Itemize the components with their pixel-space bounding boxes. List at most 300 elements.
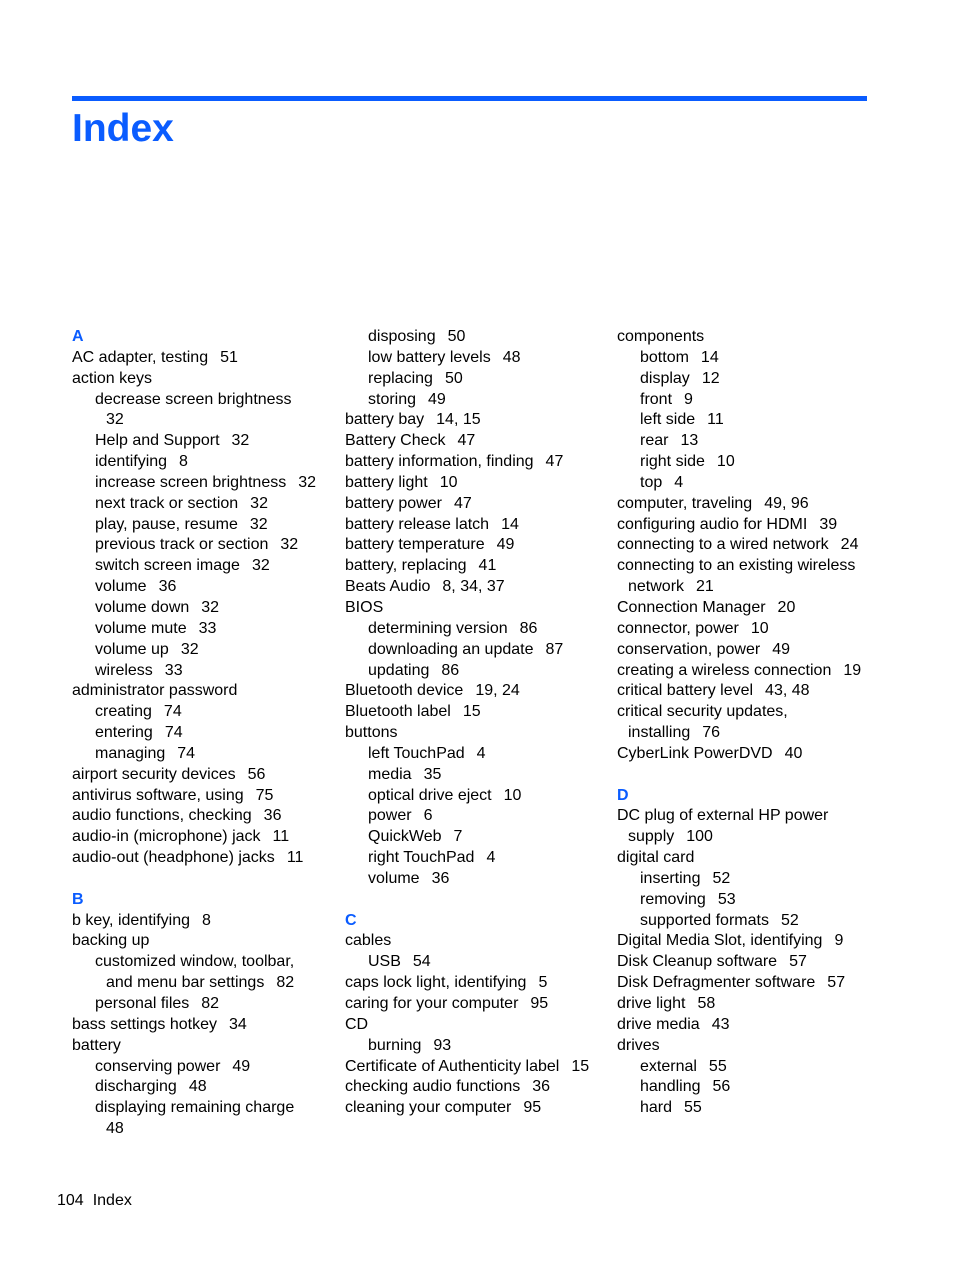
index-subentry	[617, 1057, 897, 1078]
entry-term: volume	[95, 578, 147, 596]
entry-page-refs: 49, 96	[764, 494, 809, 512]
entry-term: battery	[72, 1036, 121, 1054]
index-subentry	[617, 452, 897, 473]
entry-term: displaying remaining charge	[95, 1099, 295, 1117]
index-subentry	[345, 1036, 610, 1057]
entry-page-refs: 57	[789, 953, 807, 971]
index-entry	[72, 348, 337, 369]
index-subentry	[72, 952, 337, 973]
index-letter-heading: D	[617, 786, 629, 804]
index-subentry	[617, 911, 897, 932]
index-subentry	[345, 848, 610, 869]
entry-term: Help and Support	[95, 432, 220, 450]
entry-page-refs: 82	[276, 974, 295, 992]
index-subentry	[72, 702, 337, 723]
index-subentry	[617, 1098, 897, 1119]
index-subentry	[345, 952, 610, 973]
index-entry	[617, 1036, 897, 1057]
index-entry-continuation	[617, 577, 897, 598]
entry-page-refs: 4	[476, 744, 486, 762]
index-entry	[72, 1015, 337, 1036]
entry-page-refs: 86	[441, 661, 460, 679]
index-subentry	[72, 431, 337, 452]
index-entry	[72, 765, 337, 786]
entry-term: Disk Defragmenter software	[617, 974, 816, 992]
index-subentry	[345, 806, 610, 827]
index-subentry	[72, 390, 337, 411]
entry-page-refs: 82	[201, 995, 220, 1012]
entry-term: media	[368, 765, 412, 783]
entry-page-refs: 75	[255, 786, 274, 804]
entry-term: increase screen brightness	[95, 473, 287, 491]
entry-page-refs: 55	[708, 1057, 727, 1075]
entry-term: cables	[345, 932, 392, 950]
entry-page-refs: 10	[439, 473, 458, 491]
index-entry	[72, 681, 337, 702]
entry-term: administrator password	[72, 682, 238, 700]
entry-page-refs: 5	[538, 974, 548, 992]
index-entry	[617, 681, 897, 702]
index-entry	[72, 911, 337, 932]
entry-page-refs: 48	[502, 348, 521, 366]
entry-page-refs: 8, 34, 37	[442, 578, 505, 596]
entry-term: storing	[368, 390, 417, 408]
entry-term: volume	[368, 869, 420, 887]
index-subentry	[72, 1098, 337, 1119]
entry-term: power	[368, 807, 412, 825]
index-entry	[617, 973, 897, 994]
index-subentry	[617, 473, 897, 494]
entry-page-refs: 14	[501, 515, 519, 533]
index-entry	[345, 723, 610, 744]
entry-term: drive light	[617, 995, 686, 1012]
entry-page-refs: 47	[453, 494, 472, 512]
index-subentry	[617, 890, 897, 911]
entry-term: disposing	[368, 328, 436, 345]
index-letter-heading: A	[72, 328, 84, 345]
entry-page-refs: 43, 48	[765, 682, 810, 700]
entry-term: bottom	[640, 348, 689, 366]
index-entry	[617, 661, 897, 682]
entry-term: network	[628, 578, 685, 596]
entry-term: creating a wireless connection	[617, 661, 832, 679]
entry-term: wireless	[95, 661, 153, 679]
index-subentry	[72, 1057, 337, 1078]
index-entry	[617, 931, 897, 952]
entry-term: drives	[617, 1036, 660, 1054]
index-entry-continuation	[72, 410, 337, 431]
entry-page-refs: 11	[707, 411, 724, 429]
entry-term: volume mute	[95, 619, 187, 637]
index-entry	[345, 452, 610, 473]
entry-term: supported formats	[640, 911, 769, 929]
entry-term: cleaning your computer	[345, 1099, 512, 1117]
index-entry	[617, 640, 897, 661]
index-entry	[617, 535, 897, 556]
entry-term: USB	[368, 953, 401, 971]
entry-term: replacing	[368, 369, 433, 387]
index-subentry	[345, 765, 610, 786]
index-entry	[617, 848, 897, 869]
index-entry	[345, 681, 610, 702]
index-subentry	[72, 723, 337, 744]
entry-term: creating	[95, 703, 152, 721]
index-subentry	[617, 348, 897, 369]
entry-page-refs: 54	[412, 953, 431, 971]
entry-page-refs: 49	[428, 390, 446, 408]
entry-page-refs: 33	[164, 661, 183, 679]
entry-page-refs: 34	[228, 1015, 247, 1033]
entry-page-refs: 87	[545, 640, 564, 658]
entry-page-refs: 11	[286, 849, 304, 867]
entry-page-refs: 14, 15	[436, 411, 481, 429]
entry-term: CD	[345, 1015, 369, 1033]
index-entry	[345, 494, 610, 515]
footer-page-number: 104	[57, 1192, 84, 1209]
footer-section-title: Index	[92, 1192, 132, 1209]
entry-term: battery power	[345, 494, 442, 512]
entry-term: play, pause, resume	[95, 515, 238, 533]
entry-term: and menu bar settings	[106, 974, 265, 992]
entry-term: next track or section	[95, 494, 239, 512]
entry-term: DC plug of external HP power	[617, 807, 829, 825]
entry-term: audio-out (headphone) jacks	[72, 849, 275, 867]
entry-term: Connection Manager	[617, 598, 766, 616]
entry-term: QuickWeb	[368, 828, 442, 846]
entry-term: drive media	[617, 1015, 700, 1033]
index-column-3	[617, 327, 897, 1119]
entry-term: managing	[95, 744, 166, 762]
index-entry	[345, 410, 610, 431]
index-subentry	[617, 390, 897, 411]
entry-term: front	[640, 390, 673, 408]
section-spacer	[72, 869, 337, 890]
index-subentry	[72, 535, 337, 556]
entry-page-refs: 74	[177, 744, 196, 762]
entry-term: personal files	[95, 995, 190, 1012]
entry-page-refs: 32	[106, 411, 124, 429]
entry-page-refs: 21	[696, 578, 714, 596]
section-spacer	[345, 890, 610, 911]
entry-term: identifying	[95, 453, 168, 471]
index-subentry	[72, 577, 337, 598]
index-subentry	[345, 348, 610, 369]
index-subentry	[72, 452, 337, 473]
entry-page-refs: 48	[188, 1078, 207, 1096]
entry-term: backing up	[72, 932, 150, 950]
index-subentry	[345, 869, 610, 890]
index-subentry	[72, 661, 337, 682]
entry-page-refs: 12	[701, 369, 720, 387]
entry-term: airport security devices	[72, 765, 236, 783]
entry-page-refs: 58	[697, 995, 716, 1012]
entry-term: installing	[628, 724, 691, 742]
entry-term: battery light	[345, 473, 428, 491]
entry-page-refs: 35	[423, 765, 442, 783]
index-entry	[617, 744, 897, 765]
entry-page-refs: 76	[702, 724, 721, 742]
index-entry	[617, 1015, 897, 1036]
entry-term: conservation, power	[617, 640, 761, 658]
index-entry	[617, 994, 897, 1015]
entry-page-refs: 10	[750, 619, 769, 637]
entry-term: b key, identifying	[72, 911, 190, 929]
entry-page-refs: 53	[717, 890, 736, 908]
entry-term: inserting	[640, 869, 701, 887]
entry-page-refs: 74	[164, 724, 183, 742]
index-entry	[345, 431, 610, 452]
index-entry	[345, 515, 610, 536]
entry-term: Disk Cleanup software	[617, 953, 778, 971]
index-entry	[617, 556, 897, 577]
entry-term: discharging	[95, 1078, 177, 1096]
index-subentry	[345, 369, 610, 390]
entry-page-refs: 43	[711, 1015, 730, 1033]
entry-page-refs: 14	[700, 348, 719, 366]
index-entry	[345, 973, 610, 994]
entry-term: handling	[640, 1078, 701, 1096]
entry-page-refs: 95	[523, 1099, 542, 1117]
entry-page-refs: 4	[674, 473, 684, 491]
entry-page-refs: 15	[462, 703, 481, 721]
entry-term: supply	[628, 828, 675, 846]
index-entry	[617, 952, 897, 973]
entry-term: battery bay	[345, 411, 425, 429]
index-entry	[72, 369, 337, 390]
index-column-2	[345, 327, 610, 1119]
index-subentry	[72, 494, 337, 515]
entry-page-refs: 20	[777, 598, 796, 616]
index-entry-continuation	[72, 973, 337, 994]
index-subentry	[345, 744, 610, 765]
entry-term: buttons	[345, 724, 398, 742]
entry-term: computer, traveling	[617, 494, 753, 512]
entry-term: switch screen image	[95, 557, 240, 575]
entry-term: entering	[95, 724, 153, 742]
entry-term: conserving power	[95, 1057, 221, 1075]
entry-page-refs: 8	[202, 911, 211, 929]
entry-page-refs: 32	[231, 432, 250, 450]
entry-page-refs: 49	[772, 640, 790, 658]
entry-term: Bluetooth device	[345, 682, 464, 700]
entry-term: connecting to an existing wireless	[617, 557, 856, 575]
index-entry	[345, 1077, 610, 1098]
entry-page-refs: 41	[478, 557, 497, 575]
entry-page-refs: 4	[486, 849, 496, 867]
entry-term: determining version	[368, 619, 508, 637]
index-entry-continuation	[617, 827, 897, 848]
entry-page-refs: 32	[249, 515, 268, 533]
entry-term: digital card	[617, 849, 695, 867]
entry-term: volume up	[95, 640, 169, 658]
entry-term: removing	[640, 890, 706, 908]
entry-page-refs: 32	[251, 557, 270, 575]
entry-term: right side	[640, 453, 705, 471]
index-subentry	[617, 431, 897, 452]
index-entry	[345, 556, 610, 577]
entry-page-refs: 32	[180, 640, 199, 658]
entry-term: volume down	[95, 598, 190, 616]
index-entry	[617, 327, 897, 348]
entry-term: AC adapter, testing	[72, 348, 209, 366]
index-entry	[345, 1057, 610, 1078]
entry-term: right TouchPad	[368, 849, 475, 867]
entry-term: left TouchPad	[368, 744, 465, 762]
entry-page-refs: 9	[834, 932, 844, 950]
index-entry	[617, 806, 897, 827]
entry-term: rear	[640, 432, 669, 450]
index-entry	[617, 598, 897, 619]
entry-page-refs: 95	[530, 995, 549, 1012]
entry-page-refs: 49	[496, 536, 515, 554]
index-entry	[617, 515, 897, 536]
entry-page-refs: 32	[250, 494, 268, 512]
index-entry	[345, 473, 610, 494]
entry-term: Certificate of Authenticity label	[345, 1057, 560, 1075]
index-subentry	[72, 994, 337, 1015]
entry-term: hard	[640, 1099, 673, 1117]
entry-page-refs: 8	[179, 453, 188, 471]
entry-page-refs: 10	[503, 786, 522, 804]
entry-term: left side	[640, 411, 696, 429]
section-spacer	[617, 765, 897, 786]
index-entry	[345, 1098, 610, 1119]
page-title: Index	[72, 107, 174, 150]
entry-term: battery, replacing	[345, 557, 467, 575]
index-subentry	[617, 410, 897, 431]
entry-term: battery temperature	[345, 536, 485, 554]
entry-term: components	[617, 328, 705, 345]
entry-term: BIOS	[345, 598, 384, 616]
index-subentry	[345, 640, 610, 661]
entry-page-refs: 13	[680, 432, 699, 450]
index-subentry	[345, 786, 610, 807]
entry-term: audio functions, checking	[72, 807, 252, 825]
entry-page-refs: 33	[198, 619, 217, 637]
index-entry	[617, 619, 897, 640]
entry-page-refs: 47	[457, 432, 476, 450]
index-subentry	[72, 744, 337, 765]
index-entry	[345, 535, 610, 556]
entry-page-refs: 100	[686, 828, 713, 846]
entry-term: action keys	[72, 369, 153, 387]
entry-page-refs: 15	[571, 1057, 590, 1075]
entry-page-refs: 19, 24	[475, 682, 520, 700]
entry-page-refs: 48	[106, 1120, 124, 1138]
entry-page-refs: 11	[272, 828, 290, 846]
entry-term: antivirus software, using	[72, 786, 244, 804]
index-entry	[72, 786, 337, 807]
index-entry	[72, 1036, 337, 1057]
entry-term: configuring audio for HDMI	[617, 515, 808, 533]
index-subentry	[72, 598, 337, 619]
entry-term: low battery levels	[368, 348, 491, 366]
index-subentry	[72, 556, 337, 577]
entry-term: audio-in (microphone) jack	[72, 828, 261, 846]
entry-page-refs: 49	[232, 1057, 251, 1075]
entry-term: bass settings hotkey	[72, 1015, 217, 1033]
index-column-1	[72, 327, 337, 1140]
entry-page-refs: 47	[545, 453, 564, 471]
entry-term: previous track or section	[95, 536, 269, 554]
entry-page-refs: 24	[840, 536, 859, 554]
entry-page-refs: 93	[433, 1036, 452, 1054]
index-entry	[345, 577, 610, 598]
entry-term: burning	[368, 1036, 422, 1054]
entry-term: battery release latch	[345, 515, 490, 533]
index-letter-heading: C	[345, 911, 357, 929]
index-entry	[345, 598, 610, 619]
entry-page-refs: 36	[263, 807, 282, 825]
entry-term: Beats Audio	[345, 578, 431, 596]
entry-term: Bluetooth label	[345, 703, 451, 721]
entry-term: external	[640, 1057, 697, 1075]
index-subentry	[345, 619, 610, 640]
entry-page-refs: 74	[163, 703, 182, 721]
entry-page-refs: 36	[431, 869, 450, 887]
entry-term: top	[640, 473, 663, 491]
entry-page-refs: 50	[444, 369, 463, 387]
entry-page-refs: 40	[784, 744, 803, 762]
entry-page-refs: 52	[712, 869, 731, 887]
entry-page-refs: 10	[716, 453, 735, 471]
entry-term: caring for your computer	[345, 995, 519, 1012]
index-entry	[617, 702, 897, 723]
index-entry	[345, 1015, 610, 1036]
entry-term: battery information, finding	[345, 453, 534, 471]
entry-term: connecting to a wired network	[617, 536, 829, 554]
entry-page-refs: 39	[819, 515, 838, 533]
entry-page-refs: 51	[220, 348, 238, 366]
index-entry-continuation	[72, 1119, 337, 1140]
entry-term: decrease screen brightness	[95, 390, 292, 408]
entry-page-refs: 50	[447, 328, 466, 345]
index-letter-heading: B	[72, 890, 84, 908]
index-subentry	[617, 369, 897, 390]
index-subentry	[72, 1077, 337, 1098]
index-subentry	[345, 390, 610, 411]
index-entry-continuation	[617, 723, 897, 744]
entry-term: optical drive eject	[368, 786, 492, 804]
index-subentry	[617, 1077, 897, 1098]
entry-page-refs: 19	[843, 661, 862, 679]
entry-page-refs: 7	[453, 828, 463, 846]
entry-page-refs: 55	[684, 1099, 702, 1117]
index-entry	[617, 494, 897, 515]
index-subentry	[345, 827, 610, 848]
entry-page-refs: 52	[780, 911, 799, 929]
index-subentry	[72, 515, 337, 536]
entry-page-refs: 56	[247, 765, 266, 783]
index-entry	[345, 931, 610, 952]
entry-page-refs: 86	[519, 619, 538, 637]
entry-term: Battery Check	[345, 432, 446, 450]
entry-page-refs: 32	[280, 536, 299, 554]
entry-term: customized window, toolbar,	[95, 953, 295, 971]
entry-term: critical battery level	[617, 682, 754, 700]
index-entry	[72, 827, 337, 848]
entry-page-refs: 32	[298, 473, 317, 491]
entry-page-refs: 32	[201, 598, 220, 616]
index-entry	[72, 931, 337, 952]
entry-term: critical security updates,	[617, 703, 788, 721]
index-subentry	[345, 661, 610, 682]
entry-term: display	[640, 369, 690, 387]
index-subentry	[72, 473, 337, 494]
index-subentry	[72, 640, 337, 661]
title-rule	[72, 96, 867, 101]
entry-page-refs: 57	[827, 974, 846, 992]
